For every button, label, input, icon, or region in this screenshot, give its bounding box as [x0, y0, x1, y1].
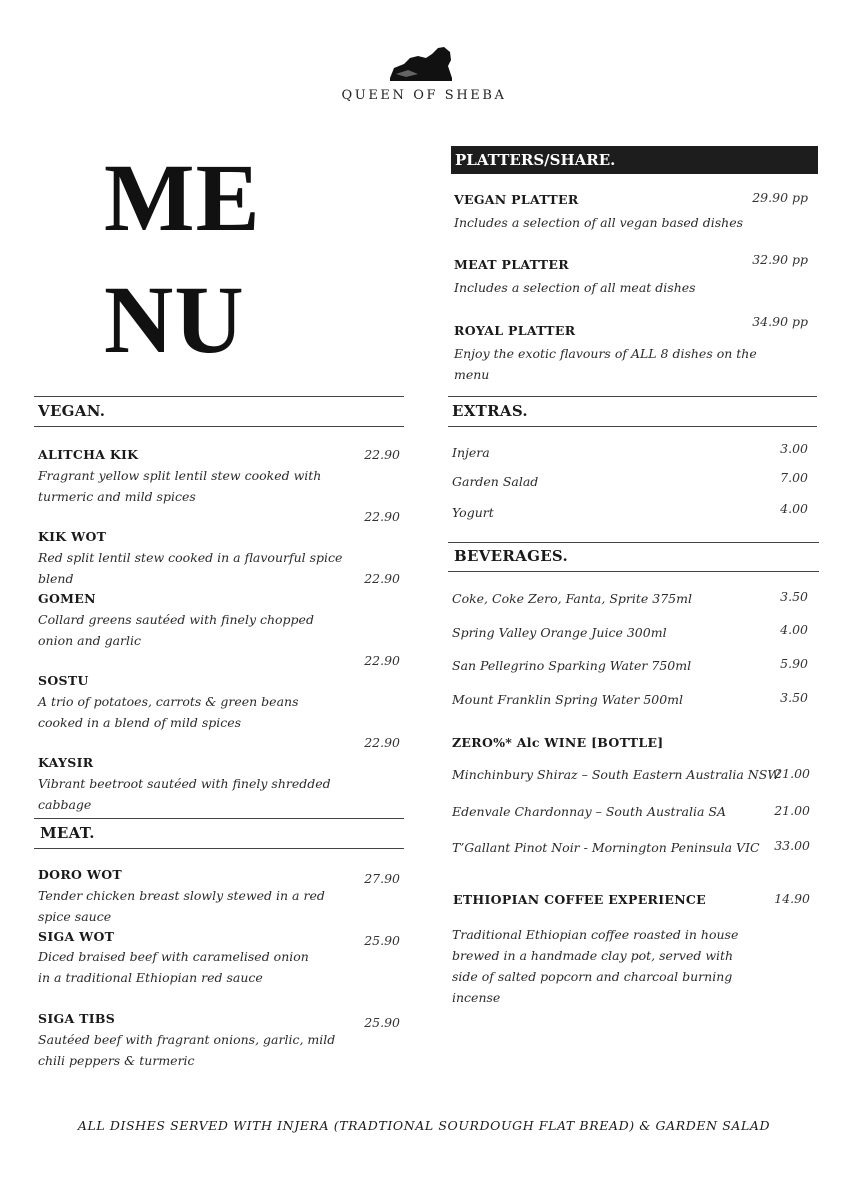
divider [34, 818, 404, 819]
beverage-item-name: Coke, Coke Zero, Fanta, Sprite 375ml [452, 591, 692, 606]
extras-item-price: 3.00 [780, 441, 808, 456]
divider [34, 426, 404, 427]
meat-item-price: 27.90 [364, 871, 400, 886]
vegan-item-price: 22.90 [364, 447, 400, 462]
vegan-item-name: GOMEN [38, 591, 96, 606]
meat-item-name: SIGA TIBS [38, 1011, 116, 1026]
divider [448, 571, 819, 572]
divider [34, 848, 404, 849]
vegan-item-desc: Collard greens sautéed with finely chopped onion and garlic [38, 612, 314, 648]
vegan-item-desc: Fragrant yellow split lentil stew cooked with turmeric and mild spices [38, 468, 322, 504]
vegan-item-price: 22.90 [364, 571, 400, 586]
wine-item-price: 21.00 [774, 803, 810, 818]
beverage-item-name: Mount Franklin Spring Water 500ml [452, 692, 684, 707]
menu-title-line2: NU [104, 266, 245, 373]
vegan-item-desc: Red split lentil stew cooked in a flavourful spice blend [38, 550, 343, 586]
wine-item-name: T’Gallant Pinot Noir - Mornington Peninsula VIC [452, 840, 760, 855]
beverage-item-name: Spring Valley Orange Juice 300ml [452, 625, 667, 640]
platter-price: 34.90 pp [752, 314, 808, 329]
divider [34, 396, 404, 397]
beverage-item-name: San Pellegrino Sparking Water 750ml [452, 658, 692, 673]
meat-item-price: 25.90 [364, 1015, 400, 1030]
vegan-item-name: ALITCHA KIK [38, 447, 139, 462]
menu-title-line1: ME [104, 144, 261, 251]
coffee-desc: Traditional Ethiopian coffee roasted in house brewed in a handmade clay pot, served with side of salted popcorn and charcoal burning incense [452, 927, 739, 1005]
vegan-item-name: KIK WOT [38, 529, 107, 544]
meat-item-name: DORO WOT [38, 867, 122, 882]
platters-heading-bar [451, 146, 818, 174]
platter-price: 32.90 pp [752, 252, 808, 267]
vegan-item-name: SOSTU [38, 673, 89, 688]
extras-item-name: Injera [452, 445, 490, 460]
platters-heading: PLATTERS/SHARE. [455, 151, 616, 169]
vegan-item-price: 22.90 [364, 653, 400, 668]
divider [448, 396, 817, 397]
beverage-item-price: 3.50 [780, 690, 808, 705]
platter-desc: Includes a selection of all vegan based dishes [454, 215, 744, 230]
extras-item-price: 4.00 [780, 501, 808, 516]
meat-item-name: SIGA WOT [38, 929, 115, 944]
beverages-heading: BEVERAGES. [454, 547, 569, 565]
wine-heading: ZERO%* Alc WINE [BOTTLE] [452, 735, 664, 750]
vegan-item-desc: Vibrant beetroot sautéed with finely shredded cabbage [38, 776, 331, 812]
brand-name: QUEEN OF SHEBA [341, 88, 507, 103]
coffee-price: 14.90 [774, 891, 810, 906]
beverage-item-price: 3.50 [780, 589, 808, 604]
extras-item-price: 7.00 [780, 470, 808, 485]
footer-note: ALL DISHES SERVED WITH INJERA (TRADTIONAL SOURDOUGH FLAT BREAD) & GARDEN SALAD [77, 1118, 771, 1133]
meat-item-desc: Diced braised beef with caramelised onion in a traditional Ethiopian red sauce [38, 949, 309, 985]
divider [448, 542, 819, 543]
meat-item-desc: Sautéed beef with fragrant onions, garlic, mild chili peppers & turmeric [38, 1032, 336, 1068]
extras-item-name: Yogurt [452, 505, 494, 520]
meat-item-price: 25.90 [364, 933, 400, 948]
platter-name: VEGAN PLATTER [454, 192, 579, 207]
extras-item-name: Garden Salad [452, 474, 539, 489]
vegan-item-price: 22.90 [364, 509, 400, 524]
platter-desc: Includes a selection of all meat dishes [454, 280, 696, 295]
platter-name: MEAT PLATTER [454, 257, 569, 272]
platter-price: 29.90 pp [752, 190, 808, 205]
beverage-item-price: 4.00 [780, 622, 808, 637]
wine-item-name: Edenvale Chardonnay – South Australia SA [452, 804, 726, 819]
platter-name: ROYAL PLATTER [454, 323, 576, 338]
vegan-heading: VEGAN. [38, 402, 106, 420]
wine-item-name: Minchinbury Shiraz – South Eastern Australia NSW [452, 767, 781, 782]
vegan-item-price: 22.90 [364, 735, 400, 750]
lion-icon [388, 44, 454, 82]
vegan-item-desc: A trio of potatoes, carrots & green beans cooked in a blend of mild spices [38, 694, 299, 730]
meat-item-desc: Tender chicken breast slowly stewed in a red spice sauce [38, 888, 325, 924]
extras-heading: EXTRAS. [452, 402, 528, 420]
platter-desc: Enjoy the exotic flavours of ALL 8 dishes on the menu [454, 346, 757, 382]
vegan-item-name: KAYSIR [38, 755, 94, 770]
divider [448, 426, 817, 427]
meat-heading: MEAT. [40, 824, 95, 842]
wine-item-price: 21.00 [774, 766, 810, 781]
wine-item-price: 33.00 [774, 838, 810, 853]
beverage-item-price: 5.90 [780, 656, 808, 671]
coffee-name: ETHIOPIAN COFFEE EXPERIENCE [453, 892, 707, 907]
